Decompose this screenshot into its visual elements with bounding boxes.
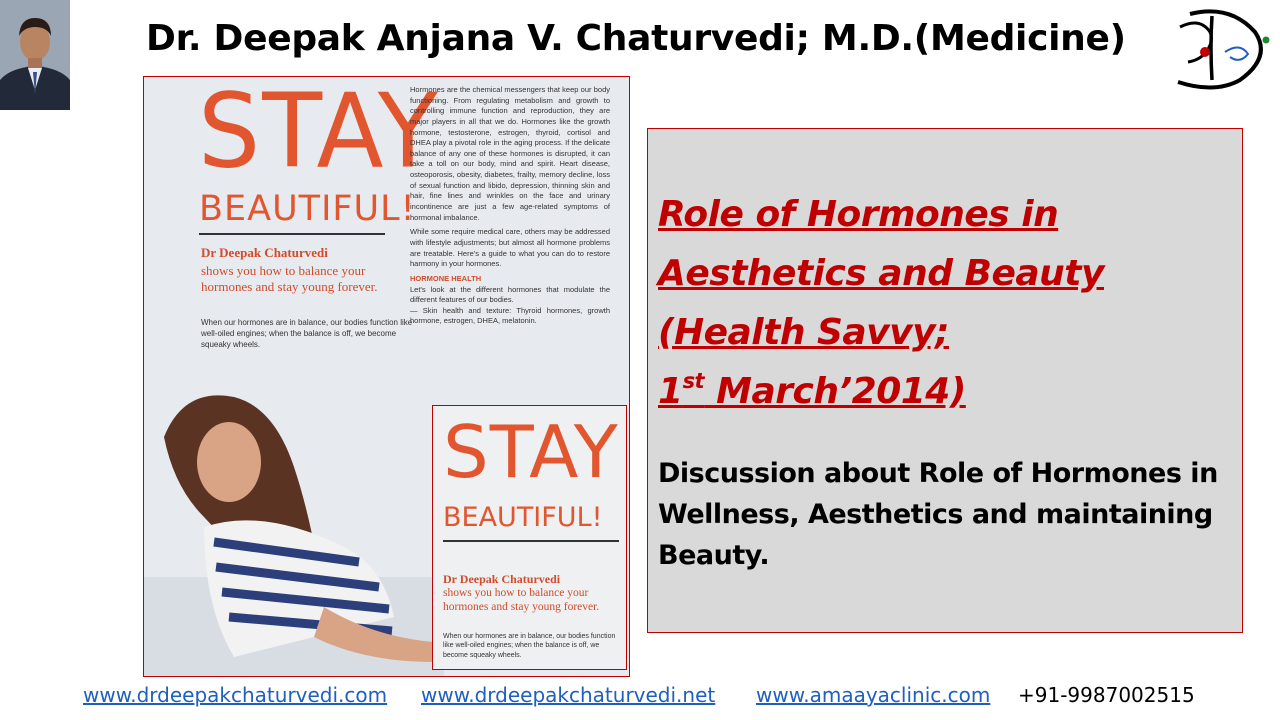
inset-subtitle: shows you how to balance your hormones and stay young forever. xyxy=(443,587,600,613)
article-info-panel xyxy=(647,128,1243,633)
dd-monogram-logo xyxy=(1170,2,1280,92)
inset-intro: When our hormones are in balance, our bodies function like well-oiled engines; when the balance is off, we become squeaky wheels. xyxy=(443,633,616,659)
magazine-subtitle: shows you how to balance your hormones and stay young forever. xyxy=(201,263,378,295)
inset-author: Dr Deepak Chaturvedi xyxy=(443,572,561,586)
headline-line-1: Role of Hormones in xyxy=(658,194,1059,235)
headline-line-4-ordinal: st xyxy=(682,369,705,393)
headline-line-4-rest: March’2014) xyxy=(704,371,966,412)
article-headline xyxy=(658,185,1218,421)
magazine-intro: When our hormones are in balance, our bodies function like well-oiled engines; when the balance is off, we become squeaky wheels. xyxy=(201,318,413,350)
logo-icon xyxy=(1170,2,1280,92)
footer-link-drdeepakchaturvedi-com[interactable]: www.drdeepakchaturvedi.com xyxy=(83,683,388,707)
magazine-body-p2: While some require medical care, others may be addressed with lifestyle adjustments; but almost all hormone problems are treatable. Here's a guide to what you can do to restore harmony in your hormones. xyxy=(410,227,610,269)
magazine-body xyxy=(410,85,610,327)
article-description: Discussion about Role of Hormones in Wellness, Aesthetics and maintaining Beauty. xyxy=(658,458,1218,571)
headline-line-2: Aesthetics and Beauty xyxy=(658,253,1104,294)
magazine-body-p4: — Skin health and texture: Thyroid hormones, growth hormone, estrogen, DHEA, melatonin. xyxy=(410,305,610,326)
magazine-headline-beautiful: BEAUTIFUL! xyxy=(199,189,416,229)
headline-line-3: (Health Savvy; xyxy=(658,312,950,353)
magazine-inset-detail xyxy=(432,405,627,670)
page-title: Dr. Deepak Anjana V. Chaturvedi; M.D.(Medicine) xyxy=(146,18,1126,59)
footer-phone: +91-9987002515 xyxy=(1018,683,1195,707)
portrait-photo xyxy=(0,0,70,110)
magazine-body-p3: Let's look at the different hormones that modulate the different features of our bodies. xyxy=(410,284,610,305)
headline-line-4-number: 1 xyxy=(658,371,683,412)
magazine-headline-stay: STAY xyxy=(198,76,440,192)
magazine-body-p1: Hormones are the chemical messengers that keep our body functioning. From regulating metabolism and growth to controlling immune function and reproduction, they are major players in all that we do. Hormones like the growth hormone, testosterone, estrogen, thyroid, cortisol and DHEA play a pivotal role in the aging process. If the delicate balance of any one of these hormones is disrupted, it can take a toll on our body, mind and spirit. Heart disease, osteoporosis, obesity, diabetes, frailty, memory decline, loss of sexual function and libido, depression, thinning skin and hair, fine lines and wrinkles on the face and urinary incontinence are just a few age-related symptoms of hormonal imbalance. xyxy=(410,85,610,222)
portrait-illustration xyxy=(0,0,70,110)
inset-headline-beautiful: BEAUTIFUL! xyxy=(443,502,603,533)
footer-link-drdeepakchaturvedi-net[interactable]: www.drdeepakchaturvedi.net xyxy=(421,683,716,707)
magazine-model-photo xyxy=(144,377,444,676)
magazine-divider xyxy=(199,233,385,235)
magazine-author: Dr Deepak Chaturvedi xyxy=(201,245,328,260)
footer-link-amaayaclinic[interactable]: www.amaayaclinic.com xyxy=(756,683,991,707)
inset-headline-stay: STAY xyxy=(443,410,619,494)
inset-divider xyxy=(443,540,619,542)
magazine-section-heading: HORMONE HEALTH xyxy=(410,273,482,283)
